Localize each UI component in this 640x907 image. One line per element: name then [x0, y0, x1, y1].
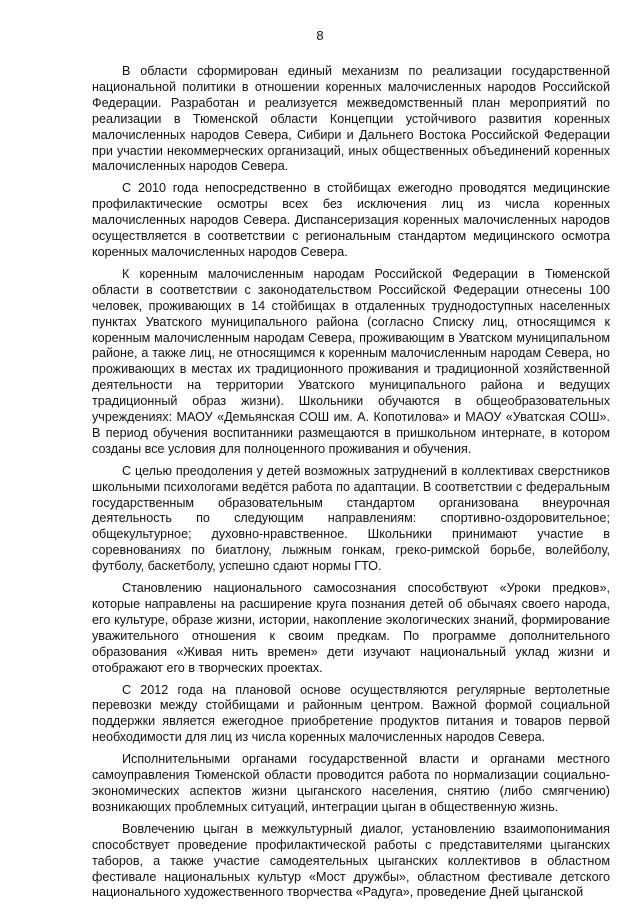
paragraph-roma-integration: Исполнительными органами государственной власти и органами местного самоуправления Тюменской области проводится работа по нормализации социально-экономических аспектов жизни цыганского населения, снятию (либо смягчению) возникающих проблемных ситуаций, интеграции цыган в общественную жизнь.: [92, 752, 610, 814]
paragraph-school-adaptation: С целью преодоления у детей возможных затруднений в коллективах сверстников школьными психологами ведётся работа по адаптации. В соответствии с федеральным государственным образовательным стандартом организована внеурочная деятельность по следующим направлениям: спортивно-оздоровительное; общекультурное; духовно-нравственное. Школьники принимают участие в соревнованиях по биатлону, лыжным гонкам, греко-римской борьбе, волейболу, футболу, баскетболу, успешно сдают нормы ГТО.: [92, 463, 610, 574]
paragraph-helicopter-transport: С 2012 года на плановой основе осуществляются регулярные вертолетные перевозки между стойбищами и районным центром. Важной формой социальной поддержки является ежегодное приобретение продуктов питания и товаров первой необходимости для лиц из числа коренных малочисленных народов Севера.: [92, 682, 610, 745]
page-number: 8: [316, 28, 324, 43]
paragraph-medical-checkups: С 2010 года непосредственно в стойбищах ежегодно проводятся медицинские профилактические осмотры всех без исключения лиц из числа коренных малочисленных народов Севера. Диспансеризация коренных малочисленных народов осуществляется в соответствии с региональным стандартом медицинского осмотра коренных малочисленных народов Севера.: [92, 181, 610, 259]
document-body: [92, 64, 610, 907]
paragraph-ancestors-lessons: Становлению национального самосознания способствуют «Уроки предков», которые направлены на расширение круга познания детей об обычаях своего народа, его культуре, образе жизни, истории, накопление экологических знаний, формирование уважительного отношения к своим предкам. По программе дополнительного образования «Живая нить времен» дети изучают национальный уклад жизни и отображают его в творческих проектах.: [92, 581, 610, 675]
paragraph-indigenous-policy: В области сформирован единый механизм по реализации государственной национальной политики в отношении коренных малочисленных народов Российской Федерации. Разработан и реализуется межведомственный план мероприятий по реализации в Тюменской области Концепции устойчивого развития коренных малочисленных народов Севера, Сибири и Дальнего Востока Российской Федерации при участии некоммерческих организаций, иных общественных объединений коренных малочисленных народов Севера.: [92, 64, 610, 174]
paragraph-uvat-population: К коренным малочисленным народам Российской Федерации в Тюменской области в соответствии с законодательством Российской Федерации отнесены 100 человек, проживающих в 14 стойбищах в отдаленных труднодоступных населенных пунктах Уватского муниципального района (согласно Списку лиц, относящимся к коренным малочисленным народам Севера, проживающим в Уватском муниципальном районе, а также лиц, не относящимся к коренным малочисленным народам Севера, но проживающих в местах их традиционного проживания и традиционной хозяйственной деятельности на территории Уватского муниципального района и ведущих традиционный образ жизни). Школьники обучаются в общеобразовательных учреждениях: МАОУ «Демьянская СОШ им. А. Копотилова» и МАОУ «Уватская СОШ». В период обучения воспитанники размещаются в пришкольном интернате, в котором созданы все условия для полноценного проживания и обучения.: [92, 266, 610, 456]
paragraph-intercultural-dialogue: Вовлечению цыган в межкультурный диалог, установлению взаимопонимания способствует проведение профилактической работы с представителями цыганских таборов, а также участие самодеятельных цыганских коллективов в областном фестивале национальных культур «Мост дружбы», областном фестивале детского национального художественного творчества «Радуга», проведение Дней цыганской: [92, 821, 610, 900]
